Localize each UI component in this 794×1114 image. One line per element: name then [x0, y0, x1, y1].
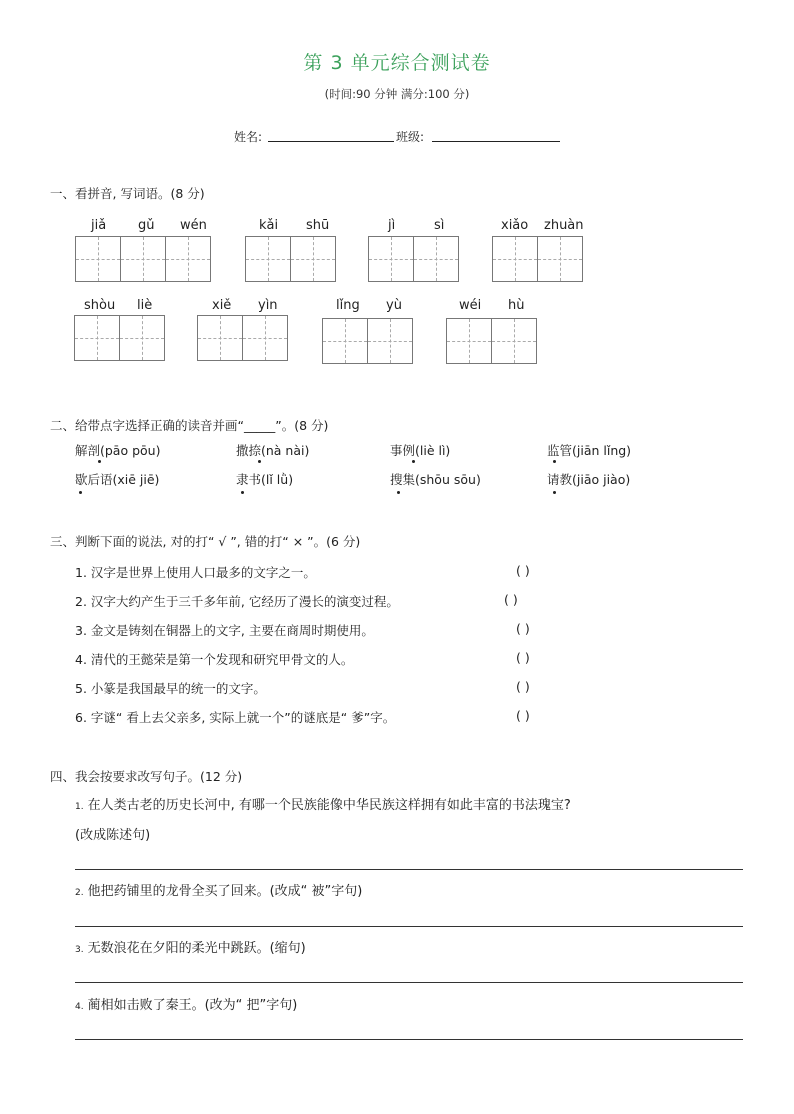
pinyin: wéi [459, 298, 482, 313]
page-subtitle: (时间:90 分钟 满分:100 分) [324, 87, 470, 101]
pinyin: sì [434, 218, 445, 233]
writing-cell[interactable] [446, 318, 492, 364]
writing-cell[interactable] [75, 236, 121, 282]
judge-statement: 2. 汉字大约产生于三千多年前, 它经历了漫长的演变过程。 [75, 594, 399, 609]
writing-grid[interactable] [75, 236, 210, 282]
writing-cell[interactable] [119, 315, 165, 361]
writing-cell[interactable] [120, 236, 166, 282]
writing-cell[interactable] [197, 315, 243, 361]
section4-heading: 四、我会按要求改写句子。(12 分) [50, 769, 243, 784]
rewrite-question [75, 794, 571, 813]
writing-cell[interactable] [368, 236, 414, 282]
writing-grid[interactable] [322, 318, 412, 364]
question-text: 在人类古老的历史长河中, 有哪一个民族能像中华民族这样拥有如此丰富的书法瑰宝? [87, 798, 571, 813]
emphasis-dot [241, 491, 244, 494]
section2-heading: 二、给带点字选择正确的读音并画“_____”。(8 分) [50, 418, 329, 433]
emphasis-dot [79, 491, 82, 494]
name-field-line[interactable] [268, 141, 394, 142]
answer-line[interactable] [75, 926, 743, 927]
emphasis-dot [553, 460, 556, 463]
class-label: 班级: [396, 130, 425, 144]
writing-cell[interactable] [165, 236, 211, 282]
answer-parentheses[interactable]: ( ) [516, 563, 530, 578]
pinyin: wén [180, 218, 207, 233]
writing-cell[interactable] [537, 236, 583, 282]
writing-cell[interactable] [492, 236, 538, 282]
pinyin: xiǎo [501, 218, 529, 233]
pinyin: shū [306, 218, 330, 233]
pinyin: gǔ [138, 218, 155, 233]
emphasis-dot [397, 491, 400, 494]
writing-cell[interactable] [245, 236, 291, 282]
section3-heading: 三、判断下面的说法, 对的打“ √ ”, 错的打“ × ”。(6 分) [50, 534, 361, 549]
answer-parentheses[interactable]: ( ) [516, 679, 530, 694]
pinyin: yù [386, 298, 402, 313]
question-number: 3. [75, 945, 84, 955]
pinyin: xiě [212, 298, 232, 313]
question-text: 他把药铺里的龙骨全买了回来。(改成“ 被”字句) [87, 884, 363, 899]
pinyin: hù [508, 298, 525, 313]
pinyin: jì [388, 218, 396, 233]
question-number: 1. [75, 802, 84, 812]
writing-cell[interactable] [413, 236, 459, 282]
question-text: 无数浪花在夕阳的柔光中跳跃。(缩句) [87, 941, 306, 956]
answer-line[interactable] [75, 1039, 743, 1040]
writing-grid[interactable] [245, 236, 335, 282]
writing-grid[interactable] [446, 318, 536, 364]
writing-cell[interactable] [290, 236, 336, 282]
judge-statement: 6. 字谜“ 看上去父亲多, 实际上就一个”的谜底是“ 爹”字。 [75, 710, 396, 725]
pronunciation-choice[interactable]: 撒捺(nà nài) [236, 443, 310, 458]
judge-statement: 5. 小篆是我国最早的统一的文字。 [75, 681, 266, 696]
pronunciation-choice[interactable]: 监管(jiān lǐng) [547, 443, 632, 458]
page-title: 第 3 单元综合测试卷 [303, 52, 491, 74]
emphasis-dot [98, 460, 101, 463]
pinyin: yìn [258, 298, 278, 313]
emphasis-dot [412, 460, 415, 463]
writing-grid[interactable] [492, 236, 582, 282]
emphasis-dot [258, 460, 261, 463]
answer-line[interactable] [75, 869, 743, 870]
writing-grid[interactable] [197, 315, 287, 361]
judge-statement: 4. 清代的王懿荣是第一个发现和研究甲骨文的人。 [75, 652, 354, 667]
pronunciation-choice[interactable]: 事例(liè lì) [390, 443, 451, 458]
pinyin: zhuàn [544, 218, 584, 233]
writing-cell[interactable] [322, 318, 368, 364]
answer-parentheses[interactable]: ( ) [516, 621, 530, 636]
answer-parentheses[interactable]: ( ) [516, 708, 530, 723]
question-hint: (改成陈述句) [75, 828, 151, 843]
writing-cell[interactable] [74, 315, 120, 361]
writing-cell[interactable] [242, 315, 288, 361]
pinyin: kǎi [259, 218, 279, 233]
emphasis-dot [553, 491, 556, 494]
question-number: 4. [75, 1002, 84, 1012]
rewrite-question [75, 994, 297, 1013]
answer-parentheses[interactable]: ( ) [516, 650, 530, 665]
judge-statement: 3. 金文是铸刻在铜器上的文字, 主要在商周时期使用。 [75, 623, 374, 638]
pronunciation-choice[interactable]: 请教(jiāo jiào) [547, 472, 631, 487]
pronunciation-choice[interactable]: 歇后语(xiē jiē) [75, 472, 160, 487]
question-text: 蔺相如击败了秦王。(改为“ 把”字句) [87, 998, 298, 1013]
writing-grid[interactable] [74, 315, 164, 361]
writing-grid[interactable] [368, 236, 458, 282]
pronunciation-choice[interactable]: 解剖(pāo pōu) [75, 443, 161, 458]
answer-line[interactable] [75, 982, 743, 983]
rewrite-question [75, 937, 306, 956]
rewrite-question [75, 880, 362, 899]
pinyin: shòu [84, 298, 116, 313]
answer-parentheses[interactable]: ( ) [504, 592, 518, 607]
judge-statement: 1. 汉字是世界上使用人口最多的文字之一。 [75, 565, 316, 580]
class-field-line[interactable] [432, 141, 560, 142]
pronunciation-choice[interactable]: 隶书(lǐ lǜ) [236, 472, 294, 487]
pinyin: lǐng [336, 298, 360, 313]
pinyin: jiǎ [91, 218, 107, 233]
question-number: 2. [75, 888, 84, 898]
pronunciation-choice[interactable]: 搜集(shōu sōu) [390, 472, 481, 487]
section1-heading: 一、看拼音, 写词语。(8 分) [50, 186, 205, 201]
writing-cell[interactable] [491, 318, 537, 364]
writing-cell[interactable] [367, 318, 413, 364]
pinyin: liè [137, 298, 153, 313]
name-label: 姓名: [234, 130, 263, 144]
